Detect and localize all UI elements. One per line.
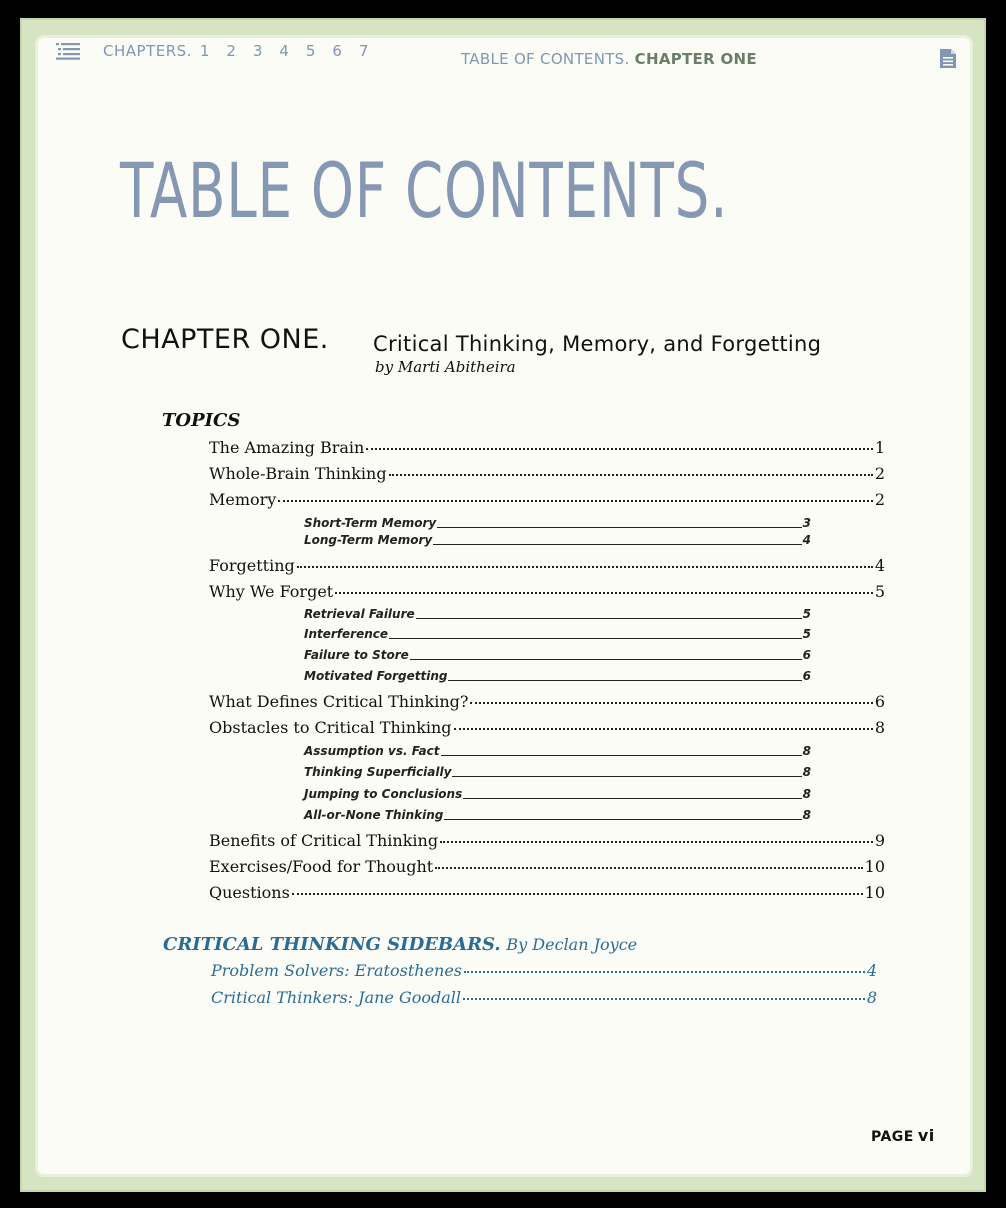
- toc-subentry[interactable]: [304, 607, 811, 621]
- dot-leader: [389, 474, 873, 476]
- toc-subentry-page: 4: [802, 533, 811, 547]
- chapter-link-7[interactable]: 7: [358, 42, 369, 60]
- toc-entry-page: 10: [864, 857, 885, 876]
- toc-subentry-page: 5: [802, 627, 811, 641]
- toc-subentry[interactable]: [304, 744, 811, 758]
- toc-entry-page: 2: [874, 464, 885, 483]
- breadcrumb: [461, 50, 757, 68]
- toc-subentry-title: Assumption vs. Fact: [304, 744, 440, 758]
- leader-line: [433, 544, 801, 545]
- toc-entry-page: 9: [874, 831, 885, 850]
- dot-leader: [464, 971, 865, 973]
- toc-subentry[interactable]: [304, 627, 811, 641]
- leader-line: [444, 819, 801, 820]
- toc-entry-page: 6: [874, 692, 885, 711]
- dot-leader: [292, 893, 863, 895]
- toc-subentry[interactable]: [304, 516, 811, 530]
- chapter-link-5[interactable]: 5: [305, 42, 316, 60]
- page-title: TABLE OF CONTENTS.: [120, 146, 729, 235]
- toc-entry-page: 8: [874, 718, 885, 737]
- dot-leader: [335, 592, 873, 594]
- sidebar-entry-page: 8: [866, 988, 877, 1007]
- hamburger-list-icon[interactable]: [56, 42, 80, 60]
- toc-entry-page: 5: [874, 582, 885, 601]
- toc-entry-title: Why We Forget: [209, 582, 334, 601]
- toc-entry-title: The Amazing Brain: [209, 438, 365, 457]
- chapters-label: CHAPTERS.: [103, 42, 192, 60]
- toc-subentry[interactable]: [304, 533, 811, 547]
- toc-entry-page: 1: [874, 438, 885, 457]
- document-icon[interactable]: [940, 49, 956, 68]
- toc-subentry[interactable]: [304, 669, 811, 683]
- dot-leader: [463, 998, 865, 1000]
- chapter-link-2[interactable]: 2: [226, 42, 237, 60]
- chapter-link-6[interactable]: 6: [332, 42, 343, 60]
- toc-entry[interactable]: [209, 582, 885, 601]
- toc-entry-title: Memory: [209, 490, 277, 509]
- toc-subentry[interactable]: [304, 648, 811, 662]
- toc-subentry-title: Long-Term Memory: [304, 533, 433, 547]
- toc-subentry-title: Short-Term Memory: [304, 516, 437, 530]
- toc-subentry-page: 5: [802, 607, 811, 621]
- toc-entry-page: 4: [874, 556, 885, 575]
- toc-subentry-title: Motivated Forgetting: [304, 669, 448, 683]
- toc-subentry[interactable]: [304, 787, 811, 801]
- breadcrumb-current: CHAPTER ONE: [634, 50, 757, 68]
- sidebar-entry-page: 4: [866, 961, 877, 980]
- chapter-author: by Marti Abitheira: [375, 358, 516, 376]
- toc-entry-title: Benefits of Critical Thinking: [209, 831, 439, 850]
- topics-heading: TOPICS: [162, 410, 241, 431]
- chapters-nav: [103, 42, 385, 60]
- leader-line: [416, 618, 802, 619]
- toc-subentry-title: Retrieval Failure: [304, 607, 415, 621]
- dot-leader: [470, 702, 872, 704]
- toc-subentry-page: 6: [802, 669, 811, 683]
- toc-entry[interactable]: [209, 556, 885, 575]
- toc-subentry[interactable]: [304, 808, 811, 822]
- page-number-value: vi: [917, 1126, 935, 1145]
- toc-entry[interactable]: [209, 831, 885, 850]
- chapter-label: CHAPTER ONE.: [121, 324, 329, 355]
- leader-line: [389, 638, 802, 639]
- toc-entry[interactable]: [209, 692, 885, 711]
- page-label: PAGE: [871, 1129, 914, 1145]
- dot-leader: [278, 500, 872, 502]
- toc-entry[interactable]: [209, 464, 885, 483]
- sidebar-entry-title: Problem Solvers: Eratosthenes: [211, 961, 463, 980]
- toc-subentry-page: 8: [802, 765, 811, 779]
- page-number: [871, 1126, 935, 1145]
- toc-entry[interactable]: [209, 883, 885, 902]
- sidebar-entry-title: Critical Thinkers: Jane Goodall: [211, 988, 462, 1007]
- chapter-title: Critical Thinking, Memory, and Forgetting: [373, 332, 822, 356]
- chapter-link-3[interactable]: 3: [252, 42, 263, 60]
- toc-subentry-page: 8: [802, 808, 811, 822]
- toc-subentry-page: 6: [802, 648, 811, 662]
- toc-entry[interactable]: [209, 857, 885, 876]
- sidebars-author: By Declan Joyce: [506, 935, 638, 954]
- toc-subentry-title: Failure to Store: [304, 648, 409, 662]
- toc-subentry-page: 8: [802, 787, 811, 801]
- toc-subentry-title: All-or-None Thinking: [304, 808, 444, 822]
- breadcrumb-section[interactable]: TABLE OF CONTENTS.: [461, 50, 630, 68]
- leader-line: [437, 527, 801, 528]
- toc-subentry-title: Thinking Superficially: [304, 765, 452, 779]
- toc-entry-title: Forgetting: [209, 556, 295, 575]
- dot-leader: [440, 841, 873, 843]
- leader-line: [448, 680, 801, 681]
- toc-subentry-title: Interference: [304, 627, 389, 641]
- leader-line: [410, 659, 802, 660]
- toc-entry-title: Questions: [209, 883, 290, 902]
- leader-line: [441, 755, 802, 756]
- leader-line: [452, 776, 801, 777]
- chapter-link-1[interactable]: 1: [199, 42, 210, 60]
- chapter-link-4[interactable]: 4: [279, 42, 290, 60]
- toc-subentry-page: 8: [802, 744, 811, 758]
- dot-leader: [366, 448, 872, 450]
- sidebar-entry[interactable]: [211, 961, 877, 980]
- toc-subentry-title: Jumping to Conclusions: [304, 787, 463, 801]
- toc-entry-page: 2: [874, 490, 885, 509]
- sidebars-heading: [163, 934, 637, 955]
- sidebar-entry[interactable]: [211, 988, 877, 1007]
- toc-entry-title: Whole-Brain Thinking: [209, 464, 387, 483]
- leader-line: [463, 798, 801, 799]
- toc-entry[interactable]: [209, 718, 885, 737]
- toc-entry-page: 10: [864, 883, 885, 902]
- dot-leader: [297, 566, 873, 568]
- toc-entry-title: Exercises/Food for Thought: [209, 857, 434, 876]
- dot-leader: [454, 728, 873, 730]
- toc-entry[interactable]: [209, 438, 885, 457]
- toc-entry-title: Obstacles to Critical Thinking: [209, 718, 452, 737]
- toc-entry-title: What Defines Critical Thinking?: [209, 692, 469, 711]
- toc-entry[interactable]: [209, 490, 885, 509]
- sidebars-title: CRITICAL THINKING SIDEBARS.: [163, 934, 501, 955]
- toc-subentry[interactable]: [304, 765, 811, 779]
- dot-leader: [435, 867, 862, 869]
- toc-subentry-page: 3: [802, 516, 811, 530]
